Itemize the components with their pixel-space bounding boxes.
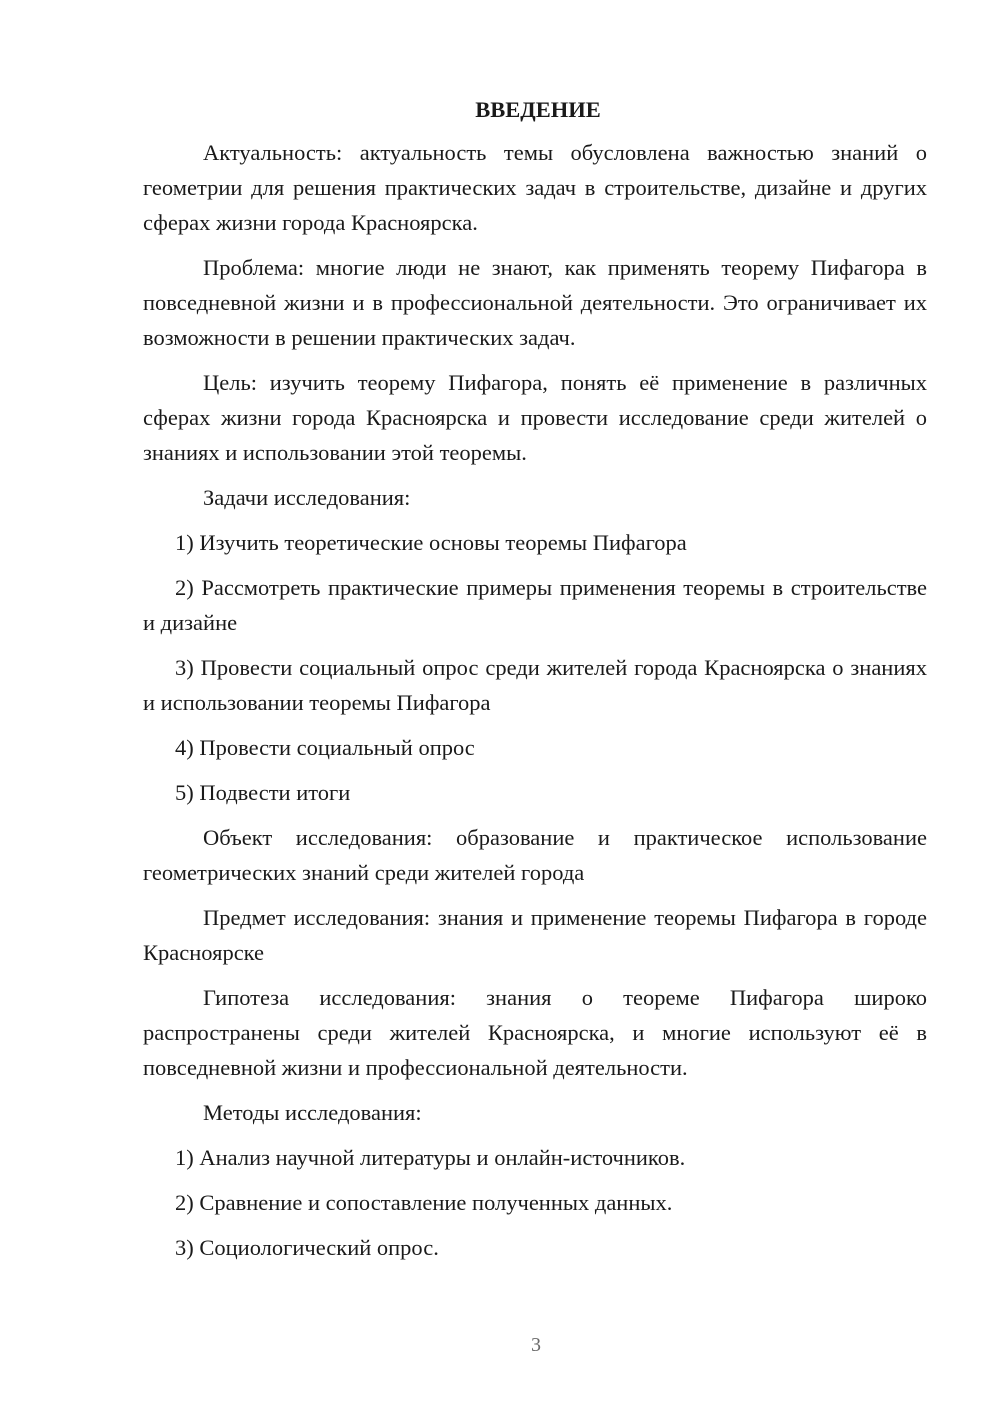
section-title: ВВЕДЕНИЕ <box>475 97 601 122</box>
page-content <box>143 92 927 1275</box>
task-item-5: 5) Подвести итоги <box>175 780 351 805</box>
methods-heading: Методы исследования: <box>203 1100 422 1125</box>
subject-paragraph: Предмет исследования: знания и применение теоремы Пифагора в городе Красноярске <box>143 905 927 965</box>
method-item-2: 2) Сравнение и сопоставление полученных данных. <box>175 1190 673 1215</box>
task-item-4: 4) Провести социальный опрос <box>175 735 475 760</box>
page-number: 3 <box>531 1334 541 1356</box>
method-item-1: 1) Анализ научной литературы и онлайн-источников. <box>175 1145 686 1170</box>
hypothesis-paragraph: Гипотеза исследования: знания о теореме Пифагора широко распространены среди жителей Красноярска, и многие используют её в повседневной жизни и профессиональной деятельности. <box>143 985 927 1080</box>
task-item-2: 2) Рассмотреть практические примеры применения теоремы в строительстве и дизайне <box>143 575 927 635</box>
goal-paragraph: Цель: изучить теорему Пифагора, понять её применение в различных сферах жизни города Красноярска и провести исследование среди жителей о знаниях и использовании этой теоремы. <box>143 370 927 465</box>
problem-paragraph: Проблема: многие люди не знают, как применять теорему Пифагора в повседневной жизни и в профессиональной деятельности. Это ограничивает их возможности в решении практических задач. <box>143 255 927 350</box>
task-item-1: 1) Изучить теоретические основы теоремы Пифагора <box>175 530 687 555</box>
method-item-3: 3) Социологический опрос. <box>175 1235 439 1260</box>
tasks-heading: Задачи исследования: <box>203 485 411 510</box>
task-item-3: 3) Провести социальный опрос среди жителей города Красноярска о знаниях и использовании теоремы Пифагора <box>143 655 927 715</box>
relevance-paragraph: Актуальность: актуальность темы обусловлена важностью знаний о геометрии для решения практических задач в строительстве, дизайне и других сферах жизни города Красноярска. <box>143 140 927 235</box>
object-paragraph: Объект исследования: образование и практическое использование геометрических знаний среди жителей города <box>143 825 927 885</box>
